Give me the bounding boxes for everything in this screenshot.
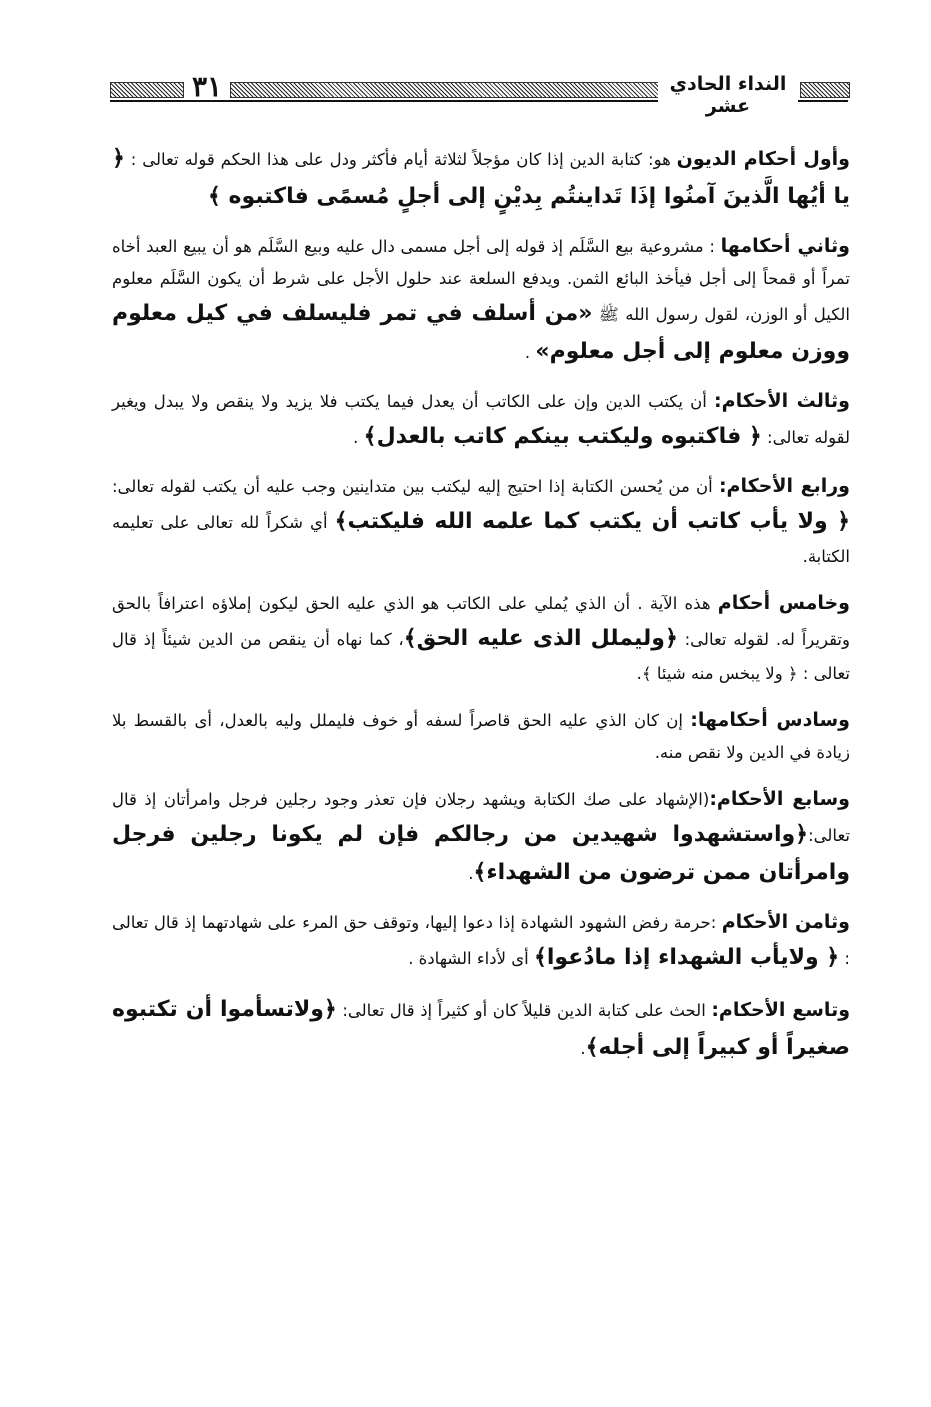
paragraph-8 <box>112 906 850 977</box>
paragraph-5 <box>112 587 850 690</box>
header-ornament-middle <box>230 82 732 98</box>
paragraph-3 <box>112 385 850 456</box>
paragraph-tail: أي شكراً لله تعالى على تعليمه الكتابة. <box>112 513 850 566</box>
quranic-quote: ﴿ ولايأب الشهداء إذا مادُعوا﴾ <box>533 945 840 970</box>
paragraph-2 <box>112 230 850 371</box>
paragraph-9 <box>112 991 850 1067</box>
paragraph-heading: ورابع الأحكام: <box>718 475 850 497</box>
header-ornament-right <box>800 82 850 98</box>
paragraph-7 <box>112 783 850 892</box>
paragraph-text: (الإشهاد على صك الكتابة ويشهد رجلان فإن تعذر وجود رجلين فرجل وامرأتان إذ قال تعالى: <box>112 790 850 845</box>
quranic-quote: ﴿ فاكتبوه وليكتب بينكم كاتب بالعدل﴾ <box>363 424 762 449</box>
page-body <box>112 140 850 1081</box>
paragraph-heading: وثالث الأحكام: <box>714 390 850 412</box>
paragraph-heading: وثامن الأحكام <box>721 911 850 933</box>
paragraph-heading: وسادس أحكامها: <box>690 709 850 731</box>
paragraph-text: : مشروعية بيع السَّلَم إذ قوله إلى أجل مسمى دال عليه وبيع السَّلَم هو أن يبيع العبد أخاه تمراً أو قمحاً إلى أجل فيأخذ البائع الثمن. ويدفع السلعة عند حلول الأجل على شرط أن يكون السَّلَم معلوم الكيل أو الوزن، لقول رسول الله ﷺ <box>112 237 850 324</box>
running-title: النداء الحادي عشر <box>658 73 798 117</box>
quranic-quote: ﴿ولاتسأموا أن تكتبوه صغيراً أو كبيراً إلى أجله﴾ <box>112 997 850 1060</box>
paragraph-tail: . <box>524 343 536 362</box>
quranic-quote: ﴿واستشهدوا شهيدين من رجالكم فإن لم يكونا رجلين فرجل وامرأتان ممن ترضون من الشهداء﴾ <box>112 822 850 885</box>
paragraph-tail: . <box>468 864 474 883</box>
paragraph-tail: . <box>353 428 364 447</box>
page-number: ٣١ <box>191 70 223 103</box>
paragraph-heading: وتاسع الأحكام: <box>711 999 851 1021</box>
paragraph-text: :حرمة رفض الشهود الشهادة إذا دعوا إليها، وتوقف حق المرء على شهادتهما إذ قال تعالى : <box>112 913 850 968</box>
paragraph-heading: وأول أحكام الديون <box>676 148 850 170</box>
paragraph-text: هو: كتابة الدين إذا كان مؤجلاً لثلاثة أيام فأكثر ودل على هذا الحكم قوله تعالى : <box>124 150 677 169</box>
hadith-quote: «من أسلف في تمر فليسلف في كيل معلوم ووزن معلوم إلى أجل معلوم» <box>112 301 850 364</box>
paragraph-text: أن من يُحسن الكتابة إذا احتيج إليه ليكتب بين متداينين وجب عليه أن يكتب لقوله تعالى: <box>112 477 719 496</box>
paragraph-tail: أى لأداء الشهادة . <box>408 949 534 968</box>
paragraph-4 <box>112 470 850 573</box>
page-header <box>110 70 848 117</box>
quranic-quote: ﴿ ولا يأب كاتب أن يكتب كما علمه الله فليكتب﴾ <box>334 509 850 534</box>
paragraph-heading: وسابع الأحكام: <box>709 788 850 810</box>
paragraph-text: إن كان الذي عليه الحق قاصراً لسفه أو خوف فليملل وليه بالعدل، أى بالقسط بلا زيادة في الدين ولا نقص منه. <box>112 711 850 762</box>
paragraph-1 <box>112 140 850 216</box>
paragraph-tail: . <box>580 1039 586 1058</box>
quranic-quote: ﴿وليملل الذى عليه الحق﴾ <box>403 626 678 651</box>
paragraph-6 <box>112 704 850 769</box>
paragraph-tail: ، كما نهاه أن ينقص من الدين شيئاً إذ قال تعالى : ﴿ ولا يبخس منه شيئا ﴾. <box>112 630 850 683</box>
paragraph-heading: وخامس أحكام <box>717 592 850 614</box>
quranic-quote: ﴿ يا أيُها الَّذينَ آمنُوا إذَا تَداينتُم بِديْنٍ إلى أجلٍ مُسمًى فاكتبوه ﴾ <box>112 146 850 209</box>
paragraph-heading: وثاني أحكامها <box>720 235 850 257</box>
paragraph-text: أن يكتب الدين وإن على الكاتب أن يعدل فيما يكتب فلا يزيد ولا ينقص ولا يبدل ويغير لقوله تعالى: <box>112 392 850 447</box>
paragraph-text: الحث على كتابة الدين قليلاً كان أو كثيراً إذ قال تعالى: <box>336 1001 712 1020</box>
paragraph-text: هذه الآية . أن الذي يُملي على الكاتب هو الذي عليه الحق ليكون إملاؤه اعترافاً بالحق وتقريراً له. لقوله تعالى: <box>112 594 850 649</box>
header-ornament-left <box>110 82 184 98</box>
